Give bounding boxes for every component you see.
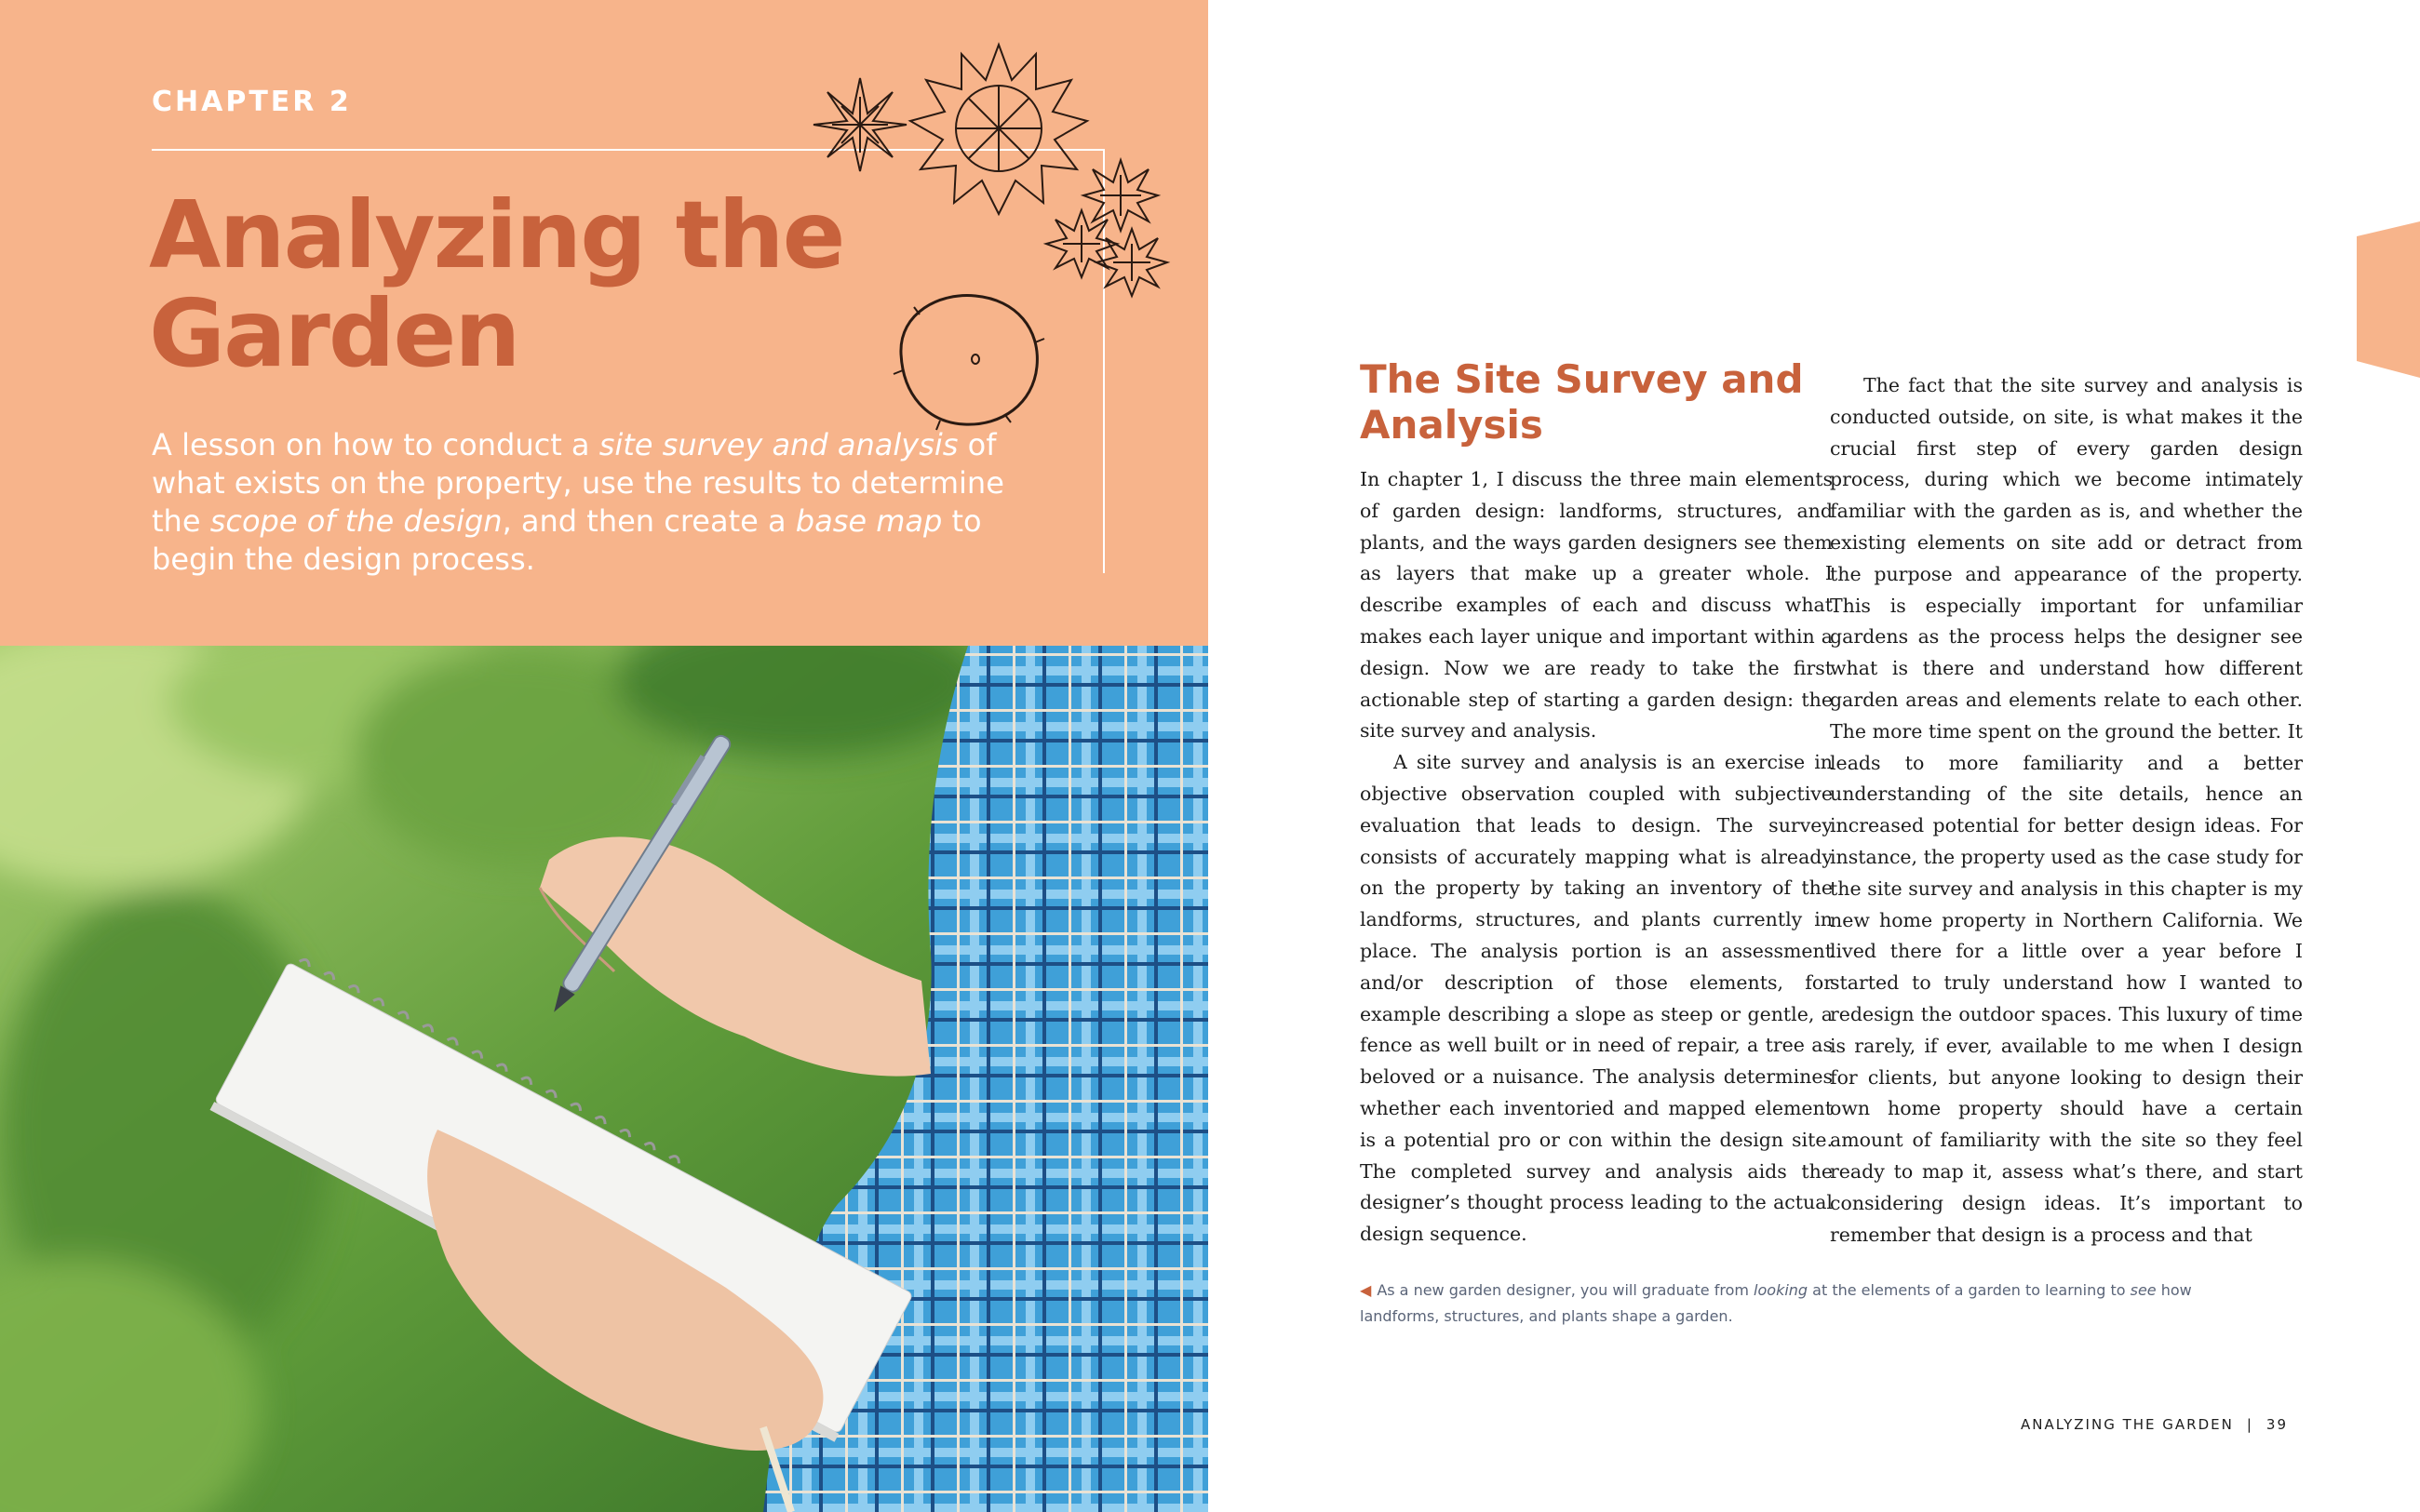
left-page <box>0 0 1208 1512</box>
chapter-label: CHAPTER 2 <box>152 86 352 118</box>
chapter-opener-panel <box>0 0 1208 646</box>
plant-plan-sketch-icon <box>800 28 1191 437</box>
paragraph: A site survey and analysis is an exercise in objective observation coupled with subjective evaluation that leads to design. The survey consists of accurately mapping what is already on the property by taking an inventory of the landforms, structures, and plants currently in place. The analysis portion is an assessment and/or description of those elements, for example describing a slope as steep or gentle, a fence as well built or in need of repair, a tree as beloved or a nuisance. The analysis determines whether each inventoried and mapped element is a potential pro or con within the design site. The completed survey and analysis aids the designer’s thought process leading to the actual design sequence. <box>1360 751 1833 1246</box>
small-starburst-icon <box>813 78 907 171</box>
tree-canopy-icon <box>894 296 1044 430</box>
chapter-title-line-1: Analyzing the <box>149 181 844 289</box>
hero-photo <box>0 646 1208 1512</box>
paragraph: In chapter 1, I discuss the three main elements of garden design: landforms, structures, and plants, and the ways garden designers see them as layers that make up a greater whole. I describe examples of each and discuss what makes each layer unique and important within a design. Now we are ready to take the first actionable step of starting a garden design: the site survey and analysis. <box>1360 468 1833 743</box>
photo-caption: ◀ As a new garden designer, you will graduate from looking at the elements of a garden to learning to see how landforms, structures, and plants shape a garden. <box>1360 1281 2192 1325</box>
running-head: ANALYZING THE GARDEN <box>2021 1416 2234 1433</box>
footer-separator: | <box>2246 1416 2253 1433</box>
shrub-cluster-icon <box>1046 160 1167 296</box>
chapter-title-line-2: Garden <box>149 279 519 388</box>
chapter-subtitle: A lesson on how to conduct a site survey and analysis of what exists on the property, use the results to determine the scope of the design, and then create a base map to begin the design process. <box>152 427 1004 577</box>
body-column-left <box>1360 464 1833 1251</box>
body-column-right <box>1830 370 2303 1251</box>
caption-arrow-icon: ◀ <box>1360 1281 1372 1299</box>
right-page <box>1208 0 2420 1512</box>
large-shrub-icon <box>910 45 1087 214</box>
paragraph: The fact that the site survey and analysis is conducted outside, on site, is what makes it the crucial first step of every garden design process, during which we become intimately familiar with the garden as is, and whether the existing elements on site add or detract from the purpose and appearance of the property. This is especially important for unfamiliar gardens as the process helps the designer see what is there and understand how different garden areas and elements relate to each other. The more time spent on the ground the better. It leads to more familiarity and a better understanding of the site details, hence an increased potential for better design ideas. For instance, the property used as the case study for the site survey and analysis in this chapter is my new home property in Northern California. We lived there for a little over a year before I started to truly understand how I wanted to redesign the outdoor spaces. This luxury of time is rarely, if ever, available to me when I design for clients, but anyone looking to design their own home property should have a certain amount of familiarity with the site so they feel ready to map it, assess what’s there, and start considering design ideas. It’s important to remember that design is a process and that <box>1830 374 2303 1246</box>
section-heading: The Site Survey and Analysis <box>1360 356 1804 448</box>
page-number: 39 <box>2265 1416 2288 1433</box>
chapter-tab-marker <box>2357 221 2420 378</box>
hand-writing-notebook-photo-icon <box>0 646 1208 1512</box>
running-footer <box>2021 1416 2288 1433</box>
